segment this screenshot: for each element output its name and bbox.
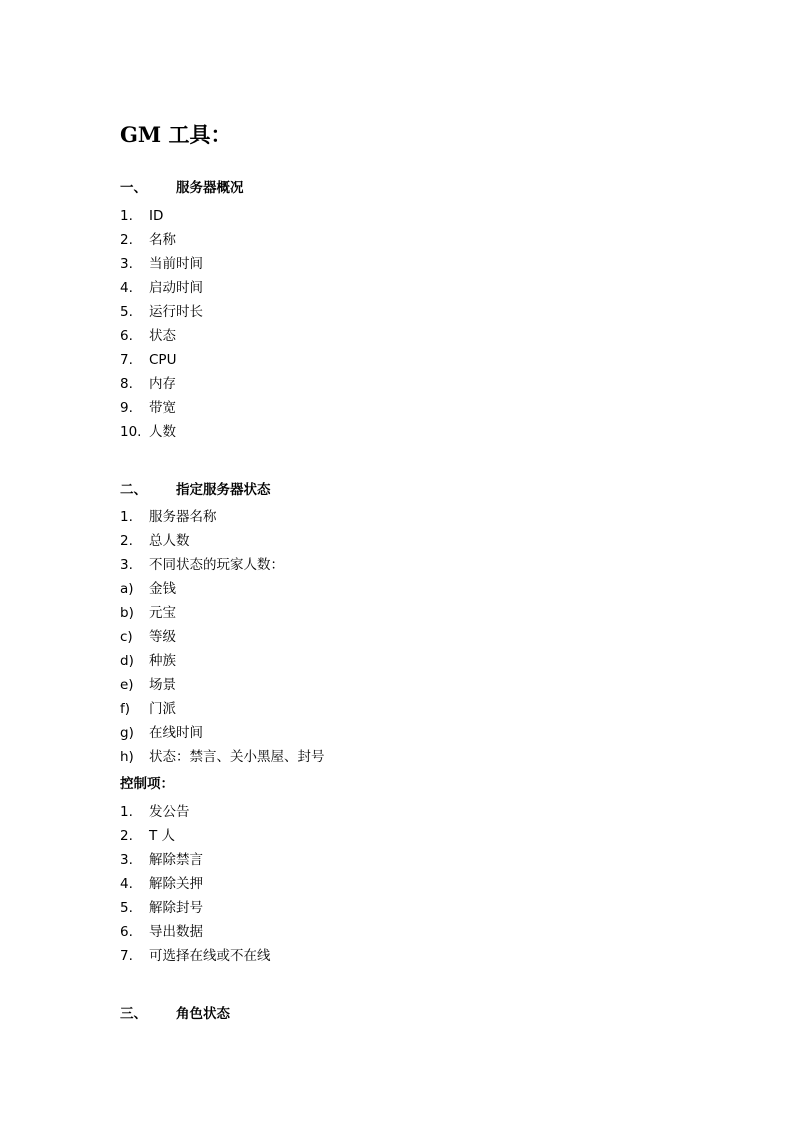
list-marker: 2.	[120, 232, 133, 248]
list-item	[120, 303, 203, 327]
document-title: GM 工具：	[120, 122, 232, 147]
list-item	[120, 803, 271, 827]
list-marker: 2.	[120, 533, 133, 549]
list-marker: 9.	[120, 400, 133, 416]
list-item	[120, 207, 203, 231]
list-item	[120, 851, 271, 875]
list-marker: 8.	[120, 376, 133, 392]
list-item	[120, 899, 271, 923]
list-item	[120, 875, 271, 899]
list-item	[120, 604, 325, 628]
list-marker: 6.	[120, 328, 133, 344]
list-item-text: 等级	[149, 629, 176, 645]
list-marker: f)	[120, 701, 131, 717]
list-item-text: 带宽	[149, 400, 176, 416]
list-item-text: 门派	[149, 701, 176, 717]
list-item-text: 不同状态的玩家人数：	[149, 557, 284, 573]
list-item-text: 解除禁言	[149, 852, 203, 868]
list-item-text: 在线时间	[149, 725, 203, 741]
list-item	[120, 580, 325, 604]
section-title: 服务器概况	[176, 180, 244, 196]
list-item	[120, 628, 325, 652]
list-item-text: T 人	[149, 828, 176, 844]
list-marker: c)	[120, 629, 133, 645]
list-item-text: 人数	[149, 424, 176, 440]
list-item-text: 内存	[149, 376, 176, 392]
list-item-text: ID	[149, 208, 164, 224]
list-item-text: 总人数	[149, 533, 190, 549]
list-item	[120, 947, 271, 971]
list-marker: 3.	[120, 852, 133, 868]
control-items-list	[120, 803, 271, 971]
list-item-text: 元宝	[149, 605, 176, 621]
list-item-text: 启动时间	[149, 280, 203, 296]
list-marker: 1.	[120, 208, 133, 224]
section-number: 一、	[120, 180, 147, 196]
list-marker: 5.	[120, 900, 133, 916]
list-item	[120, 827, 271, 851]
list-item-text: 状态：禁言、关小黑屋、封号	[149, 749, 325, 765]
list-item	[120, 700, 325, 724]
list-item	[120, 255, 203, 279]
list-marker: e)	[120, 677, 134, 693]
list-item-text: 服务器名称	[149, 509, 217, 525]
list-marker: 3.	[120, 256, 133, 272]
list-item	[120, 351, 203, 375]
list-marker: h)	[120, 749, 134, 765]
list-item	[120, 279, 203, 303]
list-item	[120, 375, 203, 399]
list-item-text: 解除封号	[149, 900, 203, 916]
list-item	[120, 231, 203, 255]
list-item-text: 解除关押	[149, 876, 203, 892]
list-item-text: 导出数据	[149, 924, 203, 940]
list-item	[120, 532, 325, 556]
list-marker: d)	[120, 653, 134, 669]
list-item	[120, 676, 325, 700]
list-item	[120, 652, 325, 676]
list-item-text: 名称	[149, 232, 176, 248]
server-status-list	[120, 508, 325, 772]
section-heading-server-overview	[120, 179, 244, 197]
list-marker: a)	[120, 581, 134, 597]
list-marker: 7.	[120, 948, 133, 964]
list-item-text: 状态	[149, 328, 176, 344]
section-heading-role-status	[120, 1005, 230, 1023]
list-marker: 3.	[120, 557, 133, 573]
list-marker: b)	[120, 605, 134, 621]
section-heading-server-status	[120, 481, 271, 499]
list-marker: 4.	[120, 280, 133, 296]
list-item-text: 运行时长	[149, 304, 203, 320]
list-marker: 4.	[120, 876, 133, 892]
list-item-text: 发公告	[149, 804, 190, 820]
list-marker: 1.	[120, 804, 133, 820]
list-item	[120, 399, 203, 423]
list-marker: g)	[120, 725, 134, 741]
section-number: 二、	[120, 482, 147, 498]
list-marker: 5.	[120, 304, 133, 320]
list-marker: 6.	[120, 924, 133, 940]
list-item-text: 种族	[149, 653, 176, 669]
server-overview-list	[120, 207, 203, 447]
list-item-text: 场景	[149, 677, 176, 693]
section-number: 三、	[120, 1006, 147, 1022]
control-items-label: 控制项：	[120, 776, 174, 792]
list-item-text: 可选择在线或不在线	[149, 948, 271, 964]
list-item	[120, 508, 325, 532]
list-marker: 7.	[120, 352, 133, 368]
list-item	[120, 423, 203, 447]
section-title: 角色状态	[176, 1006, 230, 1022]
list-item	[120, 923, 271, 947]
list-item-text: CPU	[149, 352, 177, 368]
list-marker: 1.	[120, 509, 133, 525]
list-item	[120, 556, 325, 580]
list-marker: 10.	[120, 424, 142, 440]
list-item	[120, 748, 325, 772]
list-item	[120, 724, 325, 748]
list-item-text: 金钱	[149, 581, 176, 597]
list-marker: 2.	[120, 828, 133, 844]
section-title: 指定服务器状态	[176, 482, 271, 498]
list-item	[120, 327, 203, 351]
list-item-text: 当前时间	[149, 256, 203, 272]
